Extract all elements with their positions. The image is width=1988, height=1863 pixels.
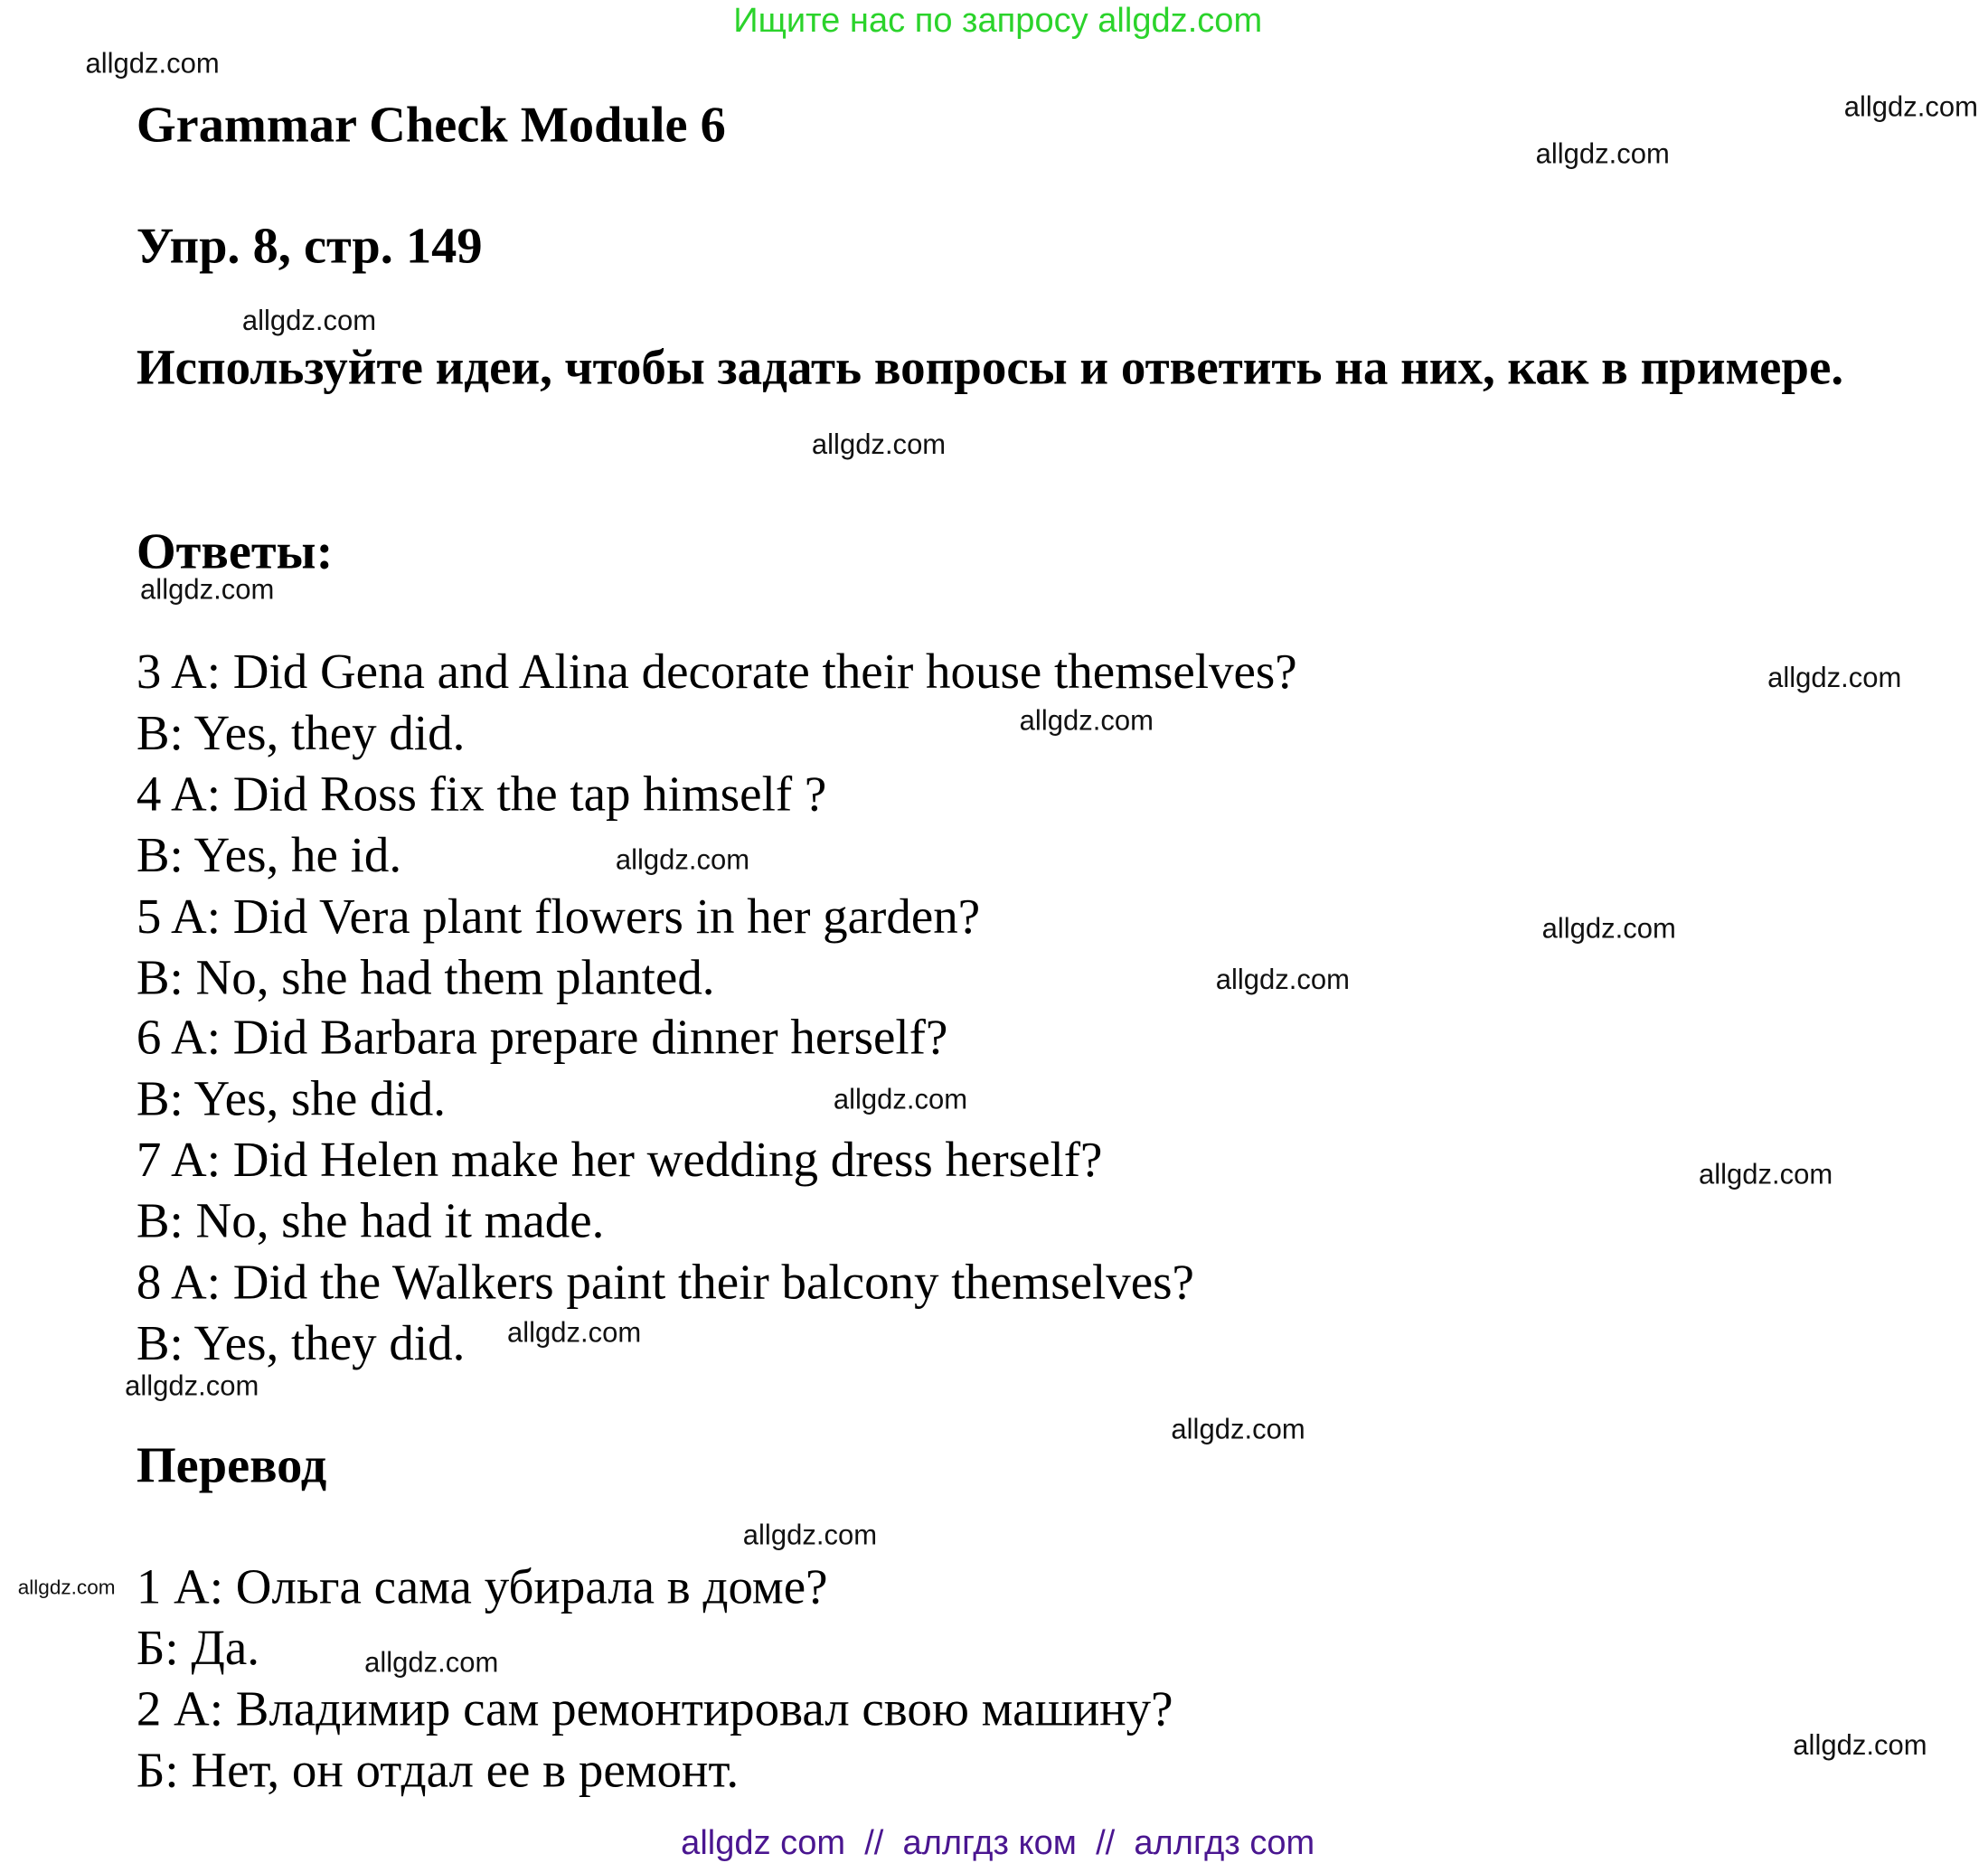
answer-line: B: Yes, he id. <box>136 827 402 883</box>
answer-line: 8 A: Did the Walkers paint their balcony themselves? <box>136 1255 1194 1311</box>
watermark: allgdz.com <box>140 573 275 606</box>
answer-line: B: Yes, they did. <box>136 705 466 761</box>
answer-line: 4 A: Did Ross fix the tap himself ? <box>136 767 827 822</box>
answer-line: B: No, she had it made. <box>136 1194 605 1249</box>
watermark: allgdz.com <box>364 1646 499 1679</box>
answer-line: B: Yes, she did. <box>136 1071 446 1127</box>
translation-heading: Перевод <box>136 1435 327 1494</box>
watermark: allgdz.com <box>1843 90 1978 123</box>
watermark: allgdz.com <box>1535 137 1670 170</box>
watermark: allgdz.com <box>615 843 750 876</box>
watermark: allgdz.com <box>1215 963 1350 995</box>
watermark: allgdz.com <box>1793 1728 1927 1762</box>
translation-line: Б: Да. <box>136 1620 260 1676</box>
instruction-text: Используйте идеи, чтобы задать вопросы и ответить на них, как в примере. <box>136 340 1844 395</box>
answer-line: 6 A: Did Barbara prepare dinner herself? <box>136 1011 948 1067</box>
translation-line: 2 А: Владимир сам ремонтировал свою машину? <box>136 1681 1173 1737</box>
watermark: allgdz.com <box>1019 704 1154 737</box>
watermark: allgdz.com <box>17 1577 116 1600</box>
answer-line: 7 A: Did Helen make her wedding dress herself? <box>136 1133 1103 1189</box>
answers-heading: Ответы: <box>136 522 334 580</box>
answer-line: B: No, she had them planted. <box>136 949 715 1005</box>
search-banner[interactable]: Ищите нас по запросу allgdz.com <box>733 1 1263 40</box>
translation-line: 1 А: Ольга сама убирала в доме? <box>136 1559 828 1614</box>
watermark: allgdz.com <box>833 1083 968 1115</box>
exercise-heading: Упр. 8, стр. 149 <box>136 216 483 275</box>
watermark: allgdz.com <box>125 1369 259 1402</box>
footer-links[interactable]: allgdz com // аллгдз ком // аллгдз com <box>681 1823 1315 1862</box>
watermark: allgdz.com <box>1698 1158 1833 1190</box>
translation-list <box>137 1557 1173 1802</box>
watermark: allgdz.com <box>1171 1413 1305 1445</box>
watermark: allgdz.com <box>742 1519 878 1551</box>
translation-line: Б: Нет, он отдал ее в ремонт. <box>136 1742 740 1798</box>
watermark: allgdz.com <box>811 428 947 460</box>
watermark: allgdz.com <box>1541 912 1676 945</box>
watermark: allgdz.com <box>507 1316 642 1349</box>
watermark: allgdz.com <box>241 304 377 337</box>
watermark: allgdz.com <box>1767 661 1902 693</box>
answer-line: 5 A: Did Vera plant flowers in her garden? <box>136 889 981 944</box>
answer-line: B: Yes, they did. <box>136 1316 466 1371</box>
answers-list <box>137 642 1297 1374</box>
answer-line: 3 A: Did Gena and Alina decorate their house themselves? <box>136 645 1297 700</box>
watermark: allgdz.com <box>85 47 220 80</box>
page-title: Grammar Check Module 6 <box>136 95 726 154</box>
